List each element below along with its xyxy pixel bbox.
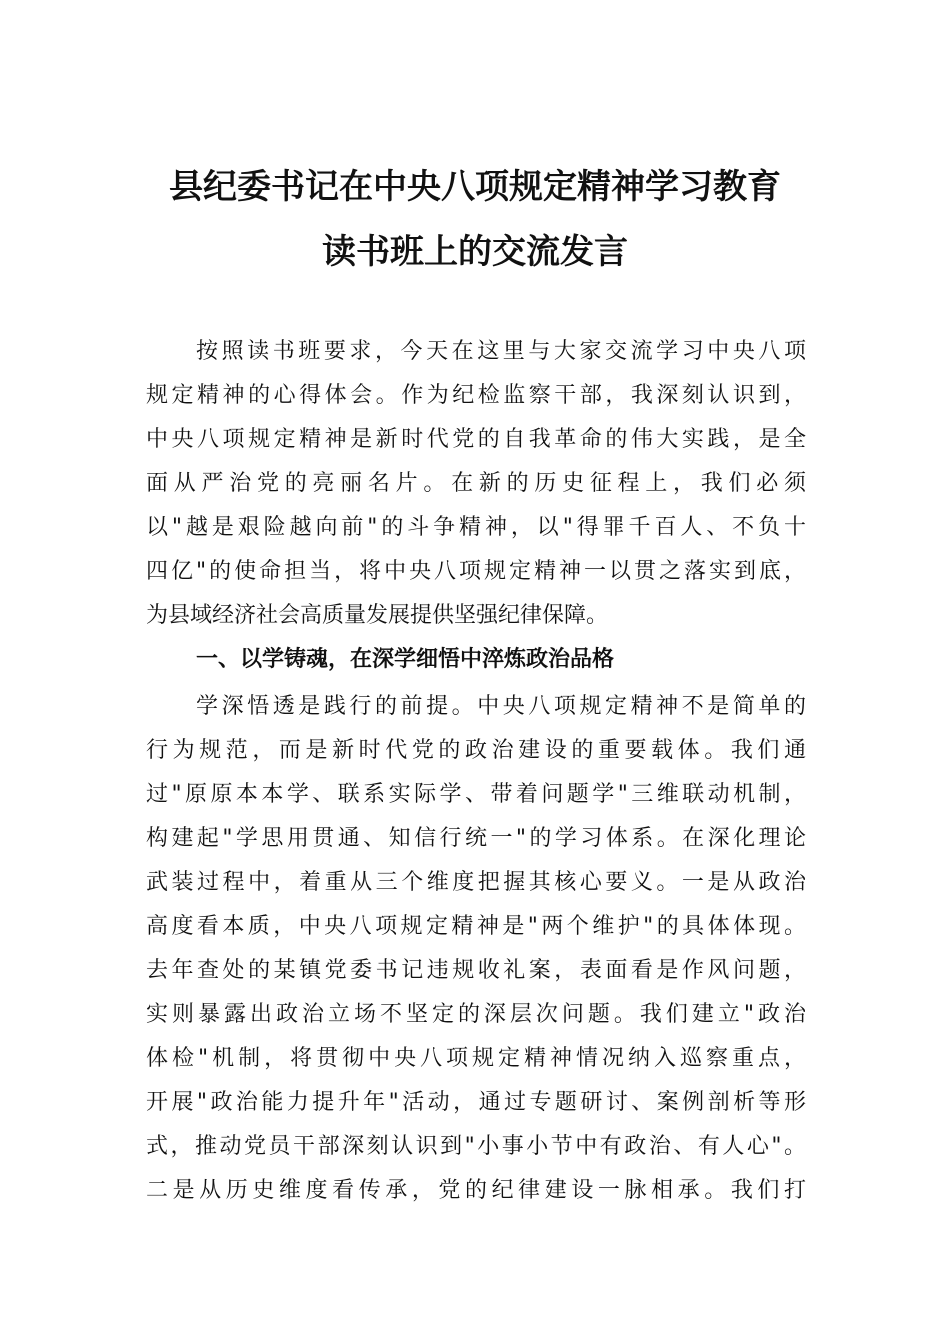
paragraph-2-line: 去年查处的某镇党委书记违规收礼案，表面看是作风问题， bbox=[146, 958, 806, 983]
paragraph-1-line: 面从严治党的亮丽名片。在新的历史征程上，我们必须 bbox=[146, 471, 806, 496]
section-1-heading: 一、以学铸魂，在深学细悟中淬炼政治品格 bbox=[196, 647, 615, 672]
paragraph-1-line: 四亿"的使命担当，将中央八项规定精神一以贯之落实到底， bbox=[146, 559, 806, 584]
paragraph-2-line: 过"原原本本学、联系实际学、带着问题学"三维联动机制， bbox=[146, 782, 806, 807]
paragraph-2-line: 式，推动党员干部深刻认识到"小事小节中有政治、有人心"。 bbox=[146, 1134, 806, 1159]
document-title-line-1: 县纪委书记在中央八项规定精神学习教育 bbox=[169, 167, 781, 207]
paragraph-2-line: 学深悟透是践行的前提。中央八项规定精神不是简单的 bbox=[196, 694, 806, 719]
paragraph-2-line: 行为规范，而是新时代党的政治建设的重要载体。我们通 bbox=[146, 738, 806, 763]
paragraph-1-line: 按照读书班要求，今天在这里与大家交流学习中央八项 bbox=[196, 339, 806, 364]
paragraph-2-line: 高度看本质，中央八项规定精神是"两个维护"的具体体现。 bbox=[146, 914, 806, 939]
paragraph-2-line: 开展"政治能力提升年"活动，通过专题研讨、案例剖析等形 bbox=[146, 1090, 806, 1115]
paragraph-2-line: 实则暴露出政治立场不坚定的深层次问题。我们建立"政治 bbox=[146, 1002, 806, 1027]
paragraph-2-line: 构建起"学思用贯通、知信行统一"的学习体系。在深化理论 bbox=[146, 826, 806, 851]
paragraph-1-line: 规定精神的心得体会。作为纪检监察干部，我深刻认识到， bbox=[146, 383, 806, 408]
paragraph-2-line: 体检"机制，将贯彻中央八项规定精神情况纳入巡察重点， bbox=[146, 1046, 806, 1071]
paragraph-1-line: 以"越是艰险越向前"的斗争精神，以"得罪千百人、不负十 bbox=[146, 515, 806, 540]
paragraph-2-line: 二是从历史维度看传承，党的纪律建设一脉相承。我们打 bbox=[146, 1178, 806, 1203]
paragraph-1-line: 为县域经济社会高质量发展提供坚强纪律保障。 bbox=[146, 603, 609, 628]
document-title-line-2: 读书班上的交流发言 bbox=[322, 232, 628, 272]
paragraph-1-line: 中央八项规定精神是新时代党的自我革命的伟大实践，是全 bbox=[146, 427, 806, 452]
paragraph-2-line: 武装过程中，着重从三个维度把握其核心要义。一是从政治 bbox=[146, 870, 806, 895]
